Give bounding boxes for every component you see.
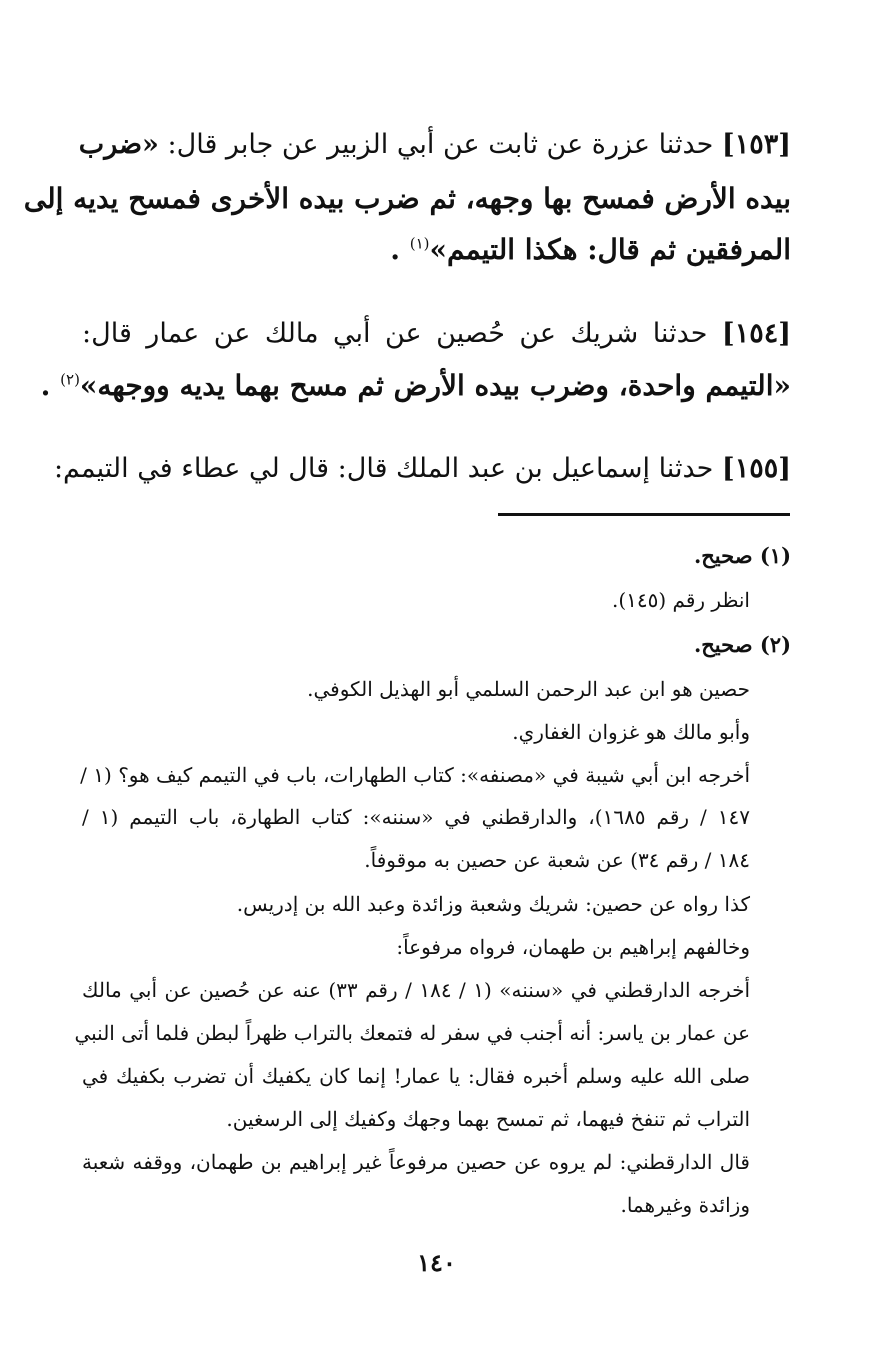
footnote-ref-1: (١): [409, 234, 430, 253]
hadith-155-line-1: [53, 452, 791, 486]
page-number: ١٤٠: [417, 1248, 456, 1277]
footnote-2-line: التراب ثم تنفخ فيهما، ثم تمسح بهما وجهك وكفيك إلى الرسغين.: [226, 1107, 750, 1131]
footnote-2-line: وزائدة وغيرهما.: [620, 1193, 750, 1217]
hadith-154-line-1: [82, 317, 791, 351]
hadith-154-text-1: «التيمم واحدة، وضرب بيده الأرض ثم مسح بهما يديه ووجهه»: [79, 369, 791, 402]
hadith-153-line-3: [390, 232, 791, 267]
footnote-2-line: حصين هو ابن عبد الرحمن السلمي أبو الهذيل الكوفي.: [307, 677, 750, 701]
footnote-2-line: وخالفهم إبراهيم بن طهمان، فرواه مرفوعاً:: [396, 935, 750, 959]
hadith-154-line-2: [41, 368, 791, 403]
hadith-153-text-3: المرفقين ثم قال: هكذا التيمم»: [429, 233, 791, 266]
hadith-155-chain: حدثنا إسماعيل بن عبد الملك قال: قال لي عطاء في التيمم:: [53, 453, 714, 484]
footnote-2-line: أخرجه الدارقطني في «سننه» (١ / ١٨٤ / رقم ٣٣) عنه عن حُصين عن أبي مالك: [82, 978, 751, 1002]
footnote-2-line: كذا رواه عن حصين: شريك وشعبة وزائدة وعبد الله بن إدريس.: [236, 892, 750, 916]
footnote-1-heading: (١) صحيح.: [693, 543, 791, 568]
footnote-2-line: ١٤٧ / رقم ١٦٨٥)، والدارقطني في «سننه»: كتاب الطهارة، باب التيمم (١ /: [82, 805, 750, 829]
hadith-154-number: [١٥٤]: [721, 318, 791, 349]
hadith-154-period: .: [40, 369, 51, 402]
hadith-155-number: [١٥٥]: [721, 453, 791, 484]
footnote-2-line: ١٨٤ / رقم ٣٤) عن شعبة عن حصين به موقوفاً.: [364, 848, 750, 872]
footnote-ref-2: (٢): [60, 370, 80, 389]
hadith-153-line-1: [78, 128, 791, 162]
footnote-2-line: أخرجه ابن أبي شيبة في «مصنفه»: كتاب الطهارات، باب في التيمم كيف هو؟ (١ /: [80, 763, 750, 787]
footnote-2-line: عن عمار بن ياسر: أنه أجنب في سفر له فتمعك بالتراب ظهراً لبطن فلما أتى النبي: [74, 1021, 750, 1045]
hadith-153-text-1: «ضرب: [78, 129, 159, 160]
footnote-2-heading: (٢) صحيح.: [693, 632, 791, 657]
footnote-separator: [498, 513, 790, 516]
hadith-153-line-2: بيده الأرض فمسح بها وجهه، ثم ضرب بيده الأخرى فمسح يديه إلى: [23, 182, 791, 215]
footnote-2-line: قال الدارقطني: لم يروه عن حصين مرفوعاً غير إبراهيم بن طهمان، ووقفه شعبة: [82, 1150, 750, 1174]
footnote-1-line: انظر رقم (١٤٥).: [611, 588, 750, 612]
hadith-153-chain: حدثنا عزرة عن ثابت عن أبي الزبير عن جابر قال:: [167, 129, 714, 160]
hadith-153-number: [١٥٣]: [721, 129, 791, 160]
footnote-2-line: صلى الله عليه وسلم أخبره فقال: يا عمار! إنما كان يكفيك أن تضرب بكفيك في: [82, 1064, 750, 1088]
footnote-2-line: وأبو مالك هو غزوان الغفاري.: [512, 720, 750, 744]
hadith-153-period: .: [390, 233, 400, 266]
hadith-154-chain: حدثنا شريك عن حُصين عن أبي مالك عن عمار قال:: [82, 318, 708, 349]
